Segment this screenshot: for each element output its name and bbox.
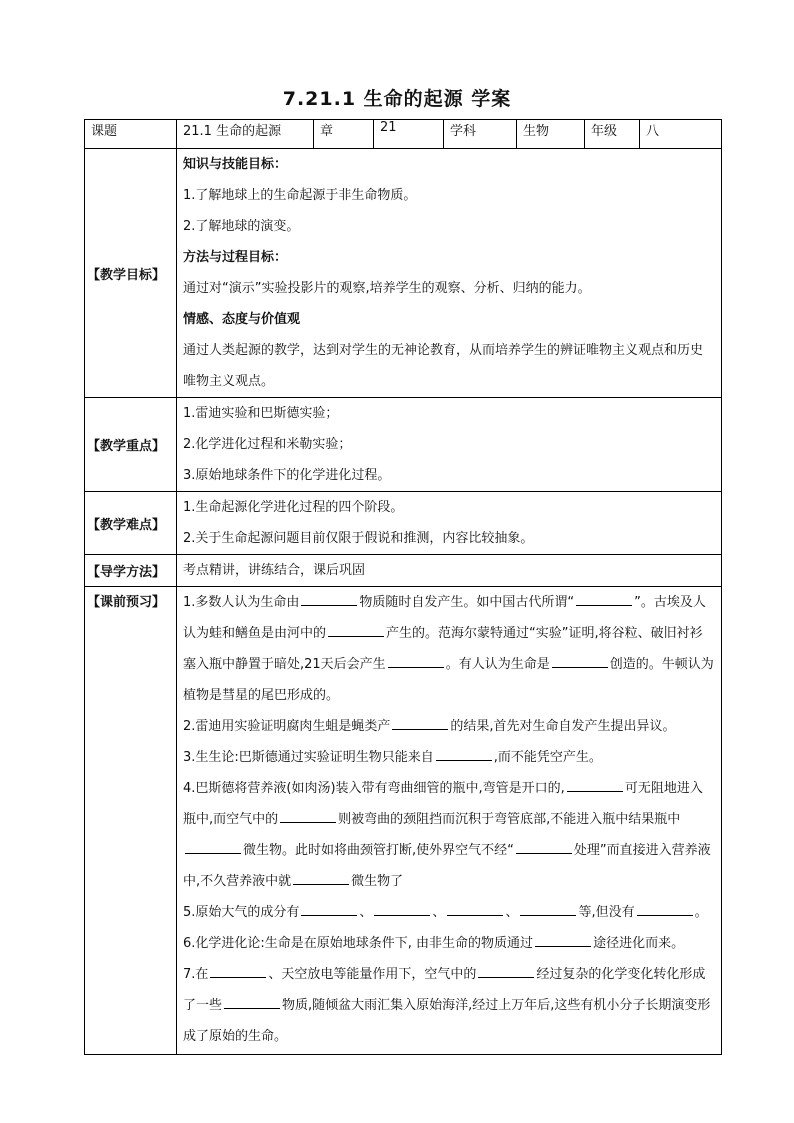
text: 等,但没有 (578, 905, 635, 920)
text: 微生物了 (351, 874, 404, 889)
text: ”。古埃及人认为蛙和鳝鱼是由河中的 (183, 595, 706, 641)
text: 产生的。范海尔蒙特通过“实验”证明,将谷粒、破旧衬衫塞入瓶中静置于暗处,21天后会产生 (183, 626, 703, 672)
method-row (85, 555, 722, 587)
text: 途径进化而来。 (593, 936, 685, 951)
preview-paragraph-4 (183, 773, 715, 897)
difficulty-item: 1.生命起源化学进化过程的四个阶段。 (183, 500, 404, 515)
knowledge-title: 知识与技能目标： (183, 157, 288, 172)
objectives-row (85, 149, 722, 398)
text: 3.生生论:巴斯德通过实验证明生物只能来自 (183, 750, 434, 765)
chapter-value: 21 (374, 120, 444, 149)
key-point-item: 2.化学进化过程和米勒实验； (183, 437, 352, 452)
fill-blank[interactable] (516, 839, 572, 854)
text: 7.在 (183, 967, 209, 982)
text: 4.巴斯德将营养液(如肉汤)装入带有弯曲细管的瓶中,弯管是开口的, (183, 781, 565, 796)
preview-paragraph-3 (183, 742, 715, 773)
text: 的结果,首先对生命自发产生提出异议。 (450, 719, 676, 734)
objectives-label: 【教学目标】 (85, 149, 177, 398)
preview-content (177, 587, 722, 1055)
key-point-item: 1.雷迪实验和巴斯德实验； (183, 406, 339, 421)
text: 可无阻地进入瓶中,而空气中的 (183, 781, 703, 827)
key-points-row (85, 398, 722, 492)
text: 5.原始大气的成分有 (183, 905, 300, 920)
text: 2.雷迪用实验证明腐肉生蛆是蝇类产 (183, 719, 391, 734)
fill-blank[interactable] (301, 591, 357, 606)
fill-blank[interactable] (552, 653, 608, 668)
lesson-plan-table (84, 119, 722, 1055)
method-label: 【导学方法】 (85, 555, 177, 587)
page-title: 7.21.1 生命的起源 学案 (282, 88, 512, 110)
grade-value: 八 (640, 120, 722, 149)
emotion-title: 情感、态度与价值观 (183, 312, 301, 327)
method-title: 方法与过程目标： (183, 250, 288, 265)
text: 物质,随倾盆大雨汇集入原始海洋,经过上万年后,这些有机小分子长期演变形成了原始的生命。 (183, 998, 711, 1044)
preview-row (85, 587, 722, 1055)
preview-paragraph-6 (183, 928, 715, 959)
fill-blank[interactable] (436, 746, 492, 761)
text: 则被弯曲的颈阻挡而沉积于弯管底部,不能进入瓶中结果瓶中 (338, 812, 681, 827)
knowledge-item: 1.了解地球上的生命起源于非生命物质。 (183, 188, 417, 203)
fill-blank[interactable] (567, 777, 623, 792)
fill-blank[interactable] (210, 963, 266, 978)
preview-paragraph-1 (183, 587, 715, 711)
grade-label: 年级 (585, 120, 640, 149)
preview-paragraph-5 (183, 897, 715, 928)
fill-blank[interactable] (535, 932, 591, 947)
key-point-item: 3.原始地球条件下的化学进化过程。 (183, 468, 391, 483)
method-item: 通过对“演示”实验投影片的观察,培养学生的观察、分析、归纳的能力。 (183, 281, 591, 296)
difficulties-content (177, 492, 722, 555)
difficulty-item: 2.关于生命起源问题目前仅限于假说和推测，内容比较抽象。 (183, 531, 534, 546)
fill-blank[interactable] (224, 994, 280, 1009)
key-points-label: 【教学重点】 (85, 398, 177, 492)
text: 微生物。此时如将曲颈管打断,使外界空气不经“ (243, 843, 514, 858)
objectives-content (177, 149, 722, 398)
text: 、天空放电等能量作用下，空气中的 (268, 967, 477, 982)
knowledge-item: 2.了解地球的演变。 (183, 219, 300, 234)
preview-label: 【课前预习】 (85, 587, 177, 1055)
subject-label: 学科 (444, 120, 517, 149)
header-row (85, 120, 722, 149)
fill-blank[interactable] (637, 901, 693, 916)
text: 、 (505, 905, 519, 920)
fill-blank[interactable] (520, 901, 576, 916)
preview-paragraph-7 (183, 959, 715, 1054)
difficulties-row (85, 492, 722, 555)
text: 经过复杂的化学变化转化形成了一些 (183, 967, 706, 1013)
text: 6.化学进化论:生命是在原始地球条件下, 由非生命的物质通过 (183, 936, 534, 951)
topic-value: 21.1 生命的起源 (177, 120, 314, 149)
text: 创造的。牛顿认为植物是彗星的尾巴形成的。 (183, 657, 714, 703)
text: 。 (694, 905, 708, 920)
fill-blank[interactable] (301, 901, 357, 916)
fill-blank[interactable] (328, 622, 384, 637)
preview-paragraph-2 (183, 711, 715, 742)
method-text: 考点精讲，讲练结合，课后巩固 (183, 563, 366, 578)
text: 。有人认为生命是 (445, 657, 550, 672)
fill-blank[interactable] (280, 808, 336, 823)
text: 1.多数人认为生命由 (183, 595, 300, 610)
text: 、 (432, 905, 446, 920)
chapter-label: 章 (314, 120, 374, 149)
fill-blank[interactable] (576, 591, 632, 606)
topic-label: 课题 (85, 120, 177, 149)
text: ,而不能凭空产生。 (493, 750, 602, 765)
text: 处理”而直接进入营养液中,不久营养液中就 (183, 843, 711, 889)
emotion-item: 通过人类起源的教学，达到对学生的无神论教育，从而培养学生的辨证唯物主义观点和历史唯物主义观点。 (183, 343, 704, 389)
fill-blank[interactable] (478, 963, 534, 978)
text: 、 (359, 905, 373, 920)
fill-blank[interactable] (374, 901, 430, 916)
difficulties-label: 【教学难点】 (85, 492, 177, 555)
subject-value: 生物 (517, 120, 585, 149)
fill-blank[interactable] (447, 901, 503, 916)
fill-blank[interactable] (388, 653, 444, 668)
method-content (177, 555, 722, 587)
text: 物质随时自发产生。如中国古代所谓“ (359, 595, 575, 610)
fill-blank[interactable] (293, 870, 349, 885)
fill-blank[interactable] (392, 715, 448, 730)
fill-blank[interactable] (185, 839, 241, 854)
key-points-content (177, 398, 722, 492)
